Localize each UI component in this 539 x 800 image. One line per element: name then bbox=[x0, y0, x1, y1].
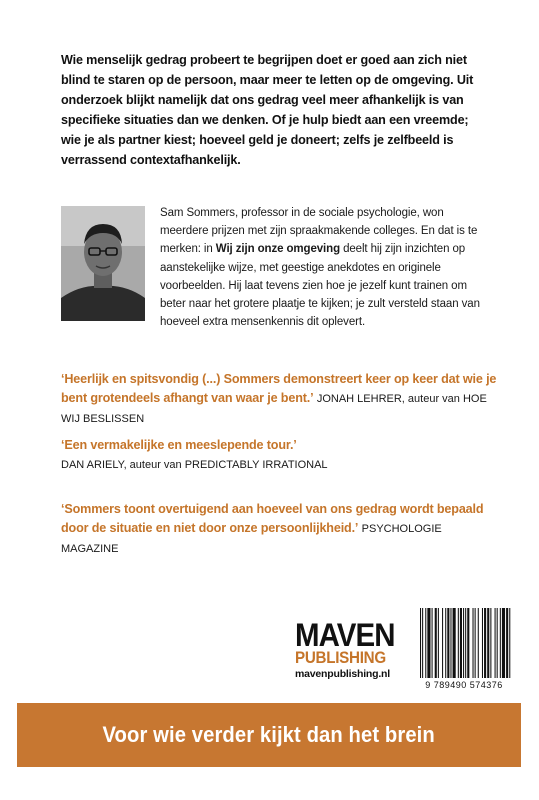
quote-text: ‘Sommers toont overtuigend aan hoeveel van ons gedrag wordt bepaald door de situatie en niet door onze persoonlijkheid.’ bbox=[61, 502, 484, 535]
author-photo bbox=[61, 206, 145, 321]
author-bio bbox=[160, 204, 495, 331]
quote-source: JONAH LEHRER, auteur van HOE WIJ BESLISSEN bbox=[61, 393, 487, 425]
bio-text-before: Sam Sommers, professor in de sociale psychologie, won meerdere prijzen met zijn spraakmakende colleges. En dat is te merken: in bbox=[160, 207, 478, 256]
intro-paragraph: Wie menselijk gedrag probeert te begrijpen doet er goed aan zich niet blind te staren op de persoon, maar meer te letten op de omgeving. Uit onderzoek blijkt namelijk dat ons gedrag veel meer afhankelijk is van specifieke situaties dan we denken. Of je hulp biedt aan een vreemde; wie je als partner kiest; hoeveel geld je doneert; zelfs je zelfbeeld is verrassend contextafhankelijk. bbox=[61, 53, 474, 167]
bio-text-after: deelt hij zijn inzichten op aanstekelijke wijze, met geestige anekdotes en originele voorbeelden. Hij laat tevens zien hoe je jezelf kunt trainen om beter naar het grotere plaatje te kijken; je zult versteld staan van hoeveel extra mensenkennis dit oplevert. bbox=[160, 243, 480, 329]
barcode-bars bbox=[414, 608, 514, 680]
publisher-name-bottom: PUBLISHING bbox=[295, 649, 386, 667]
review-quote-3 bbox=[61, 500, 501, 559]
tagline-banner bbox=[17, 703, 521, 767]
bio-book-title: Wij zijn onze omgeving bbox=[215, 243, 340, 256]
review-quote-2 bbox=[61, 436, 501, 475]
isbn-digits: 9 789490 574376 bbox=[425, 680, 503, 690]
author-photo-image bbox=[61, 206, 145, 321]
publisher-name-top: MAVEN bbox=[295, 617, 395, 653]
quote-text: ‘Heerlijk en spitsvondig (...) Sommers demonstreert keer op keer dat wie je bent grotendeels afhangt van waar je bent.’ bbox=[61, 372, 497, 405]
isbn-barcode bbox=[414, 608, 514, 688]
quote-text: ‘Een vermakelijke en meeslepende tour.’ bbox=[61, 438, 297, 452]
quote-source: PSYCHOLOGIE MAGAZINE bbox=[61, 523, 442, 555]
tagline-text: Voor wie verder kijkt dan het brein bbox=[102, 722, 436, 747]
quote-source: DAN ARIELY, auteur van PREDICTABLY IRRATIONAL bbox=[61, 459, 328, 471]
publisher-url: mavenpublishing.nl bbox=[295, 668, 390, 680]
review-quote-1 bbox=[61, 370, 501, 429]
publisher-logo bbox=[295, 617, 403, 681]
